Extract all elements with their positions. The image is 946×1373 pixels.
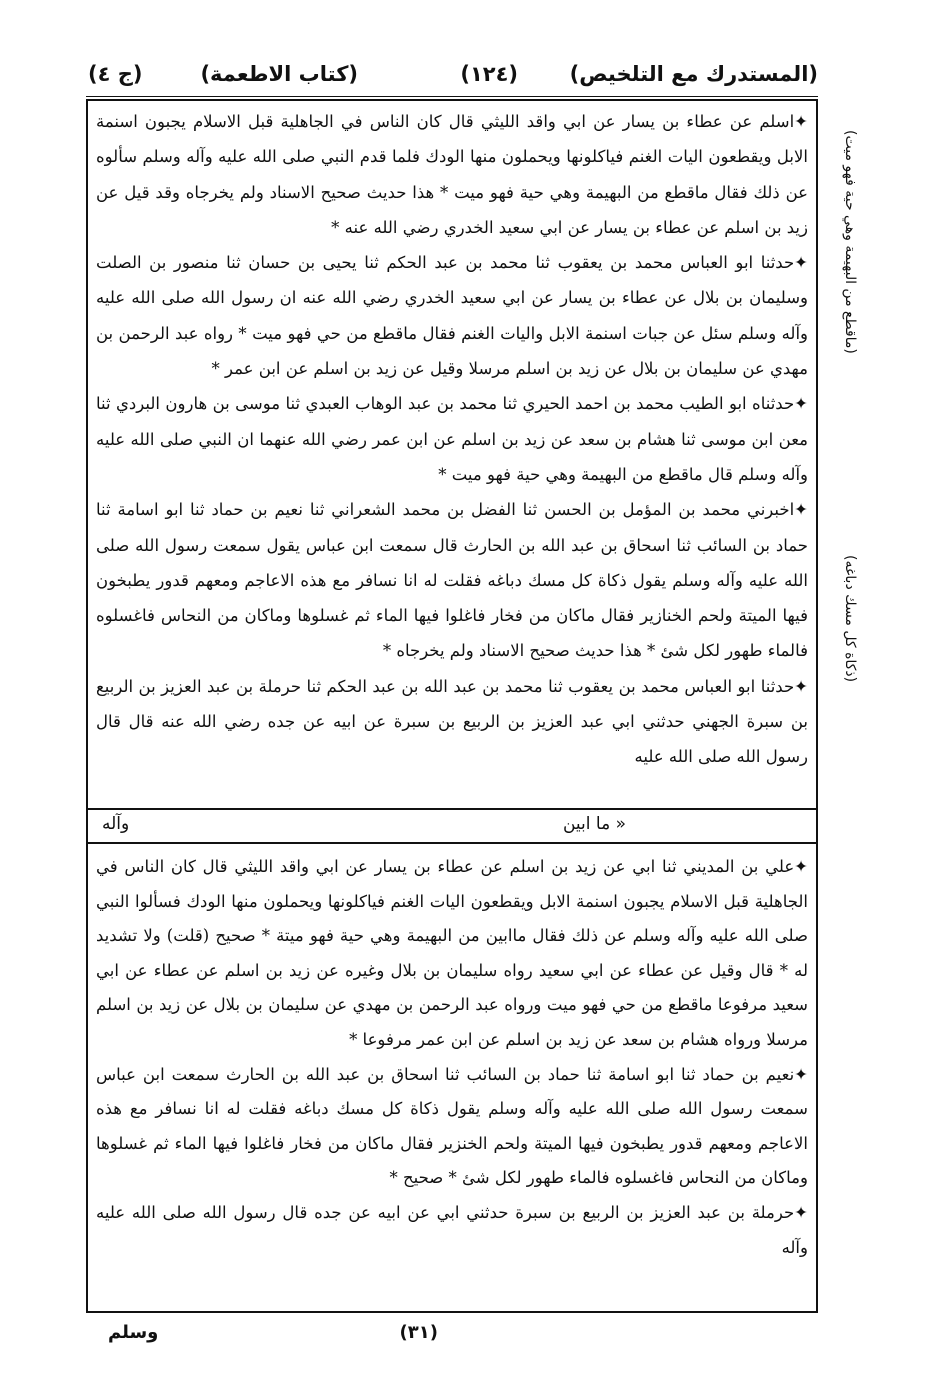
header-chapter-title: (كتاب الاطعمة): [200, 62, 358, 86]
header-book-title: (المستدرك مع التلخيص): [569, 62, 818, 86]
main-text-block: [96, 104, 808, 775]
footer-catchword: وسلم: [108, 1322, 159, 1343]
summary-paragraph: ✦ نعيم بن حماد ثنا ابو اسامة ثنا حماد بن السائب ثنا اسحاق بن عبد الله بن الحارث سمعت ابن عباس سمعت رسول الله صلى الله عليه وآله وسلم يقول ذكاة كل مسك دباغه فقلت له انا نسافر مع هذه الاعاجم ومعهم قدور يطبخون فيها الميتة ولحم الخنزير فقال ماكان من فخار فاغلوا فيها الماء ثم غسلوها وماكان من النحاس فاغسلوه فالماء طهور لكل شئ * صحيح *: [96, 1058, 808, 1196]
footer-page-number: (٣١): [399, 1322, 438, 1343]
footnote-divider: [86, 842, 818, 844]
header-page-number: (١٢٤): [460, 62, 518, 86]
footnote-marker: « ما ابين: [562, 814, 626, 834]
main-paragraph: ✦ حدثنا ابو العباس محمد بن يعقوب ثنا محمد بن عبد الحكم ثنا يحيى بن حسان ثنا منصور بن الصلت وسليمان بن بلال عن عطاء بن يسار عن ابي سعيد الخدري رضي الله عنه ان رسول الله صلى الله عليه وآله وسلم سئل عن جبات اسنمة الابل واليات الغنم فقال ماقطع من حي فهو ميت * رواه عبد الرحمن بن مهدي عن سليمان بن بلال عن زيد بن اسلم مرسلا وقيل عن زيد بن اسلم عن ابن عمر *: [96, 245, 808, 386]
summary-paragraph: ✦ حرملة بن عبد العزيز بن الربيع بن سبرة حدثني ابي عن ابيه عن جده قال رسول الله صلى الله عليه وآله: [96, 1196, 808, 1265]
footnote-marker-row: [88, 812, 816, 840]
margin-note: (ماقطع من البهيمة وهي حية فهو ميت): [842, 130, 858, 354]
footnote-marker: وآله: [102, 814, 130, 834]
summary-paragraph: ✦ علي بن المديني ثنا ابي عن زيد بن اسلم عن عطاء بن يسار عن ابي واقد الليثي قال كان الناس في الجاهلية قبل الاسلام يجبون اسنمة الابل ويقطعون اليات الغنم فياكلونها ويحملون منها الودك فسألوا النبي صلى الله عليه وآله وسلم عن ذلك فقال ماابين من البهيمة وهي حية فهو ميتة * صحيح (قلت) ولا تشديد له * قال وقيل عن عطاء عن ابي سعيد رواه سليمان بن بلال وغيره عن زيد بن اسلم عن عطاء عن ابي سعيد مرفوعا ماقطع من حي فهو ميت ورواه عبد الرحمن بن مهدي عن سليمان بن بلال عن زيد بن اسلم مرسلا ورواه هشام بن سعد عن زيد بن اسلم عن ابن عمر مرفوعا *: [96, 850, 808, 1058]
footnote-divider: [86, 808, 818, 810]
main-paragraph: ✦ اسلم عن عطاء بن يسار عن ابي واقد الليثي قال كان الناس في الجاهلية قبل الاسلام يجبون اسنمة الابل ويقطعون اليات الغنم فياكلونها ويحملون منها الودك فلما قدم النبي صلى الله عليه وآله وسلم سألوه عن ذلك فقال ماقطع من البهيمة وهي حية فهو ميت * هذا حديث صحيح الاسناد ولم يخرجاه وقد قيل عن زيد بن اسلم عن عطاء بن يسار عن ابي سعيد الخدري رضي الله عنه *: [96, 104, 808, 245]
main-paragraph: ✦ حدثنا ابو العباس محمد بن يعقوب ثنا محمد بن عبد الله بن عبد الحكم ثنا حرملة بن عبد العزيز بن الربيع بن سبرة الجهني حدثني ابي عبد العزيز بن الربيع بن سبرة عن ابيه عن جده رضي الله عنه قال قال رسول الله صلى الله عليه: [96, 669, 808, 775]
running-header: [88, 58, 818, 98]
page-footer: [88, 1320, 818, 1354]
header-rule: [86, 96, 818, 97]
margin-note: (ذكاة كل مسك دباغه): [842, 555, 858, 683]
main-paragraph: ✦ اخبرني محمد بن المؤمل بن الحسن ثنا الفضل بن محمد الشعراني ثنا نعيم بن حماد ثنا ابو اسامة ثنا حماد بن السائب ثنا اسحاق بن عبد الله بن الحارث قال سمعت ابن عباس يقول سمعت رسول الله صلى الله عليه وآله وسلم يقول ذكاة كل مسك دباغه فقلت له انا نسافر مع هذه الاعاجم ومعهم قدور يطبخون فيها الميتة ولحم الخنازير فقال ماكان من فخار فاغلوا فيها الماء ثم غسلوها وماكان من النحاس فاغسلوه فالماء طهور لكل شئ * هذا حديث صحيح الاسناد ولم يخرجاه *: [96, 492, 808, 668]
main-paragraph: ✦ حدثناه ابو الطيب محمد بن احمد الحيري ثنا محمد بن عبد الوهاب العبدي ثنا موسى بن هارون البردي ثنا معن ابن موسى ثنا هشام بن سعد عن زيد بن اسلم عن ابن عمر رضي الله عنهما ان النبي صلى الله عليه وآله وسلم قال ماقطع من البهيمة وهي حية فهو ميت *: [96, 386, 808, 492]
summary-text-block: [96, 850, 808, 1265]
header-volume: (ج ٤): [88, 62, 143, 86]
